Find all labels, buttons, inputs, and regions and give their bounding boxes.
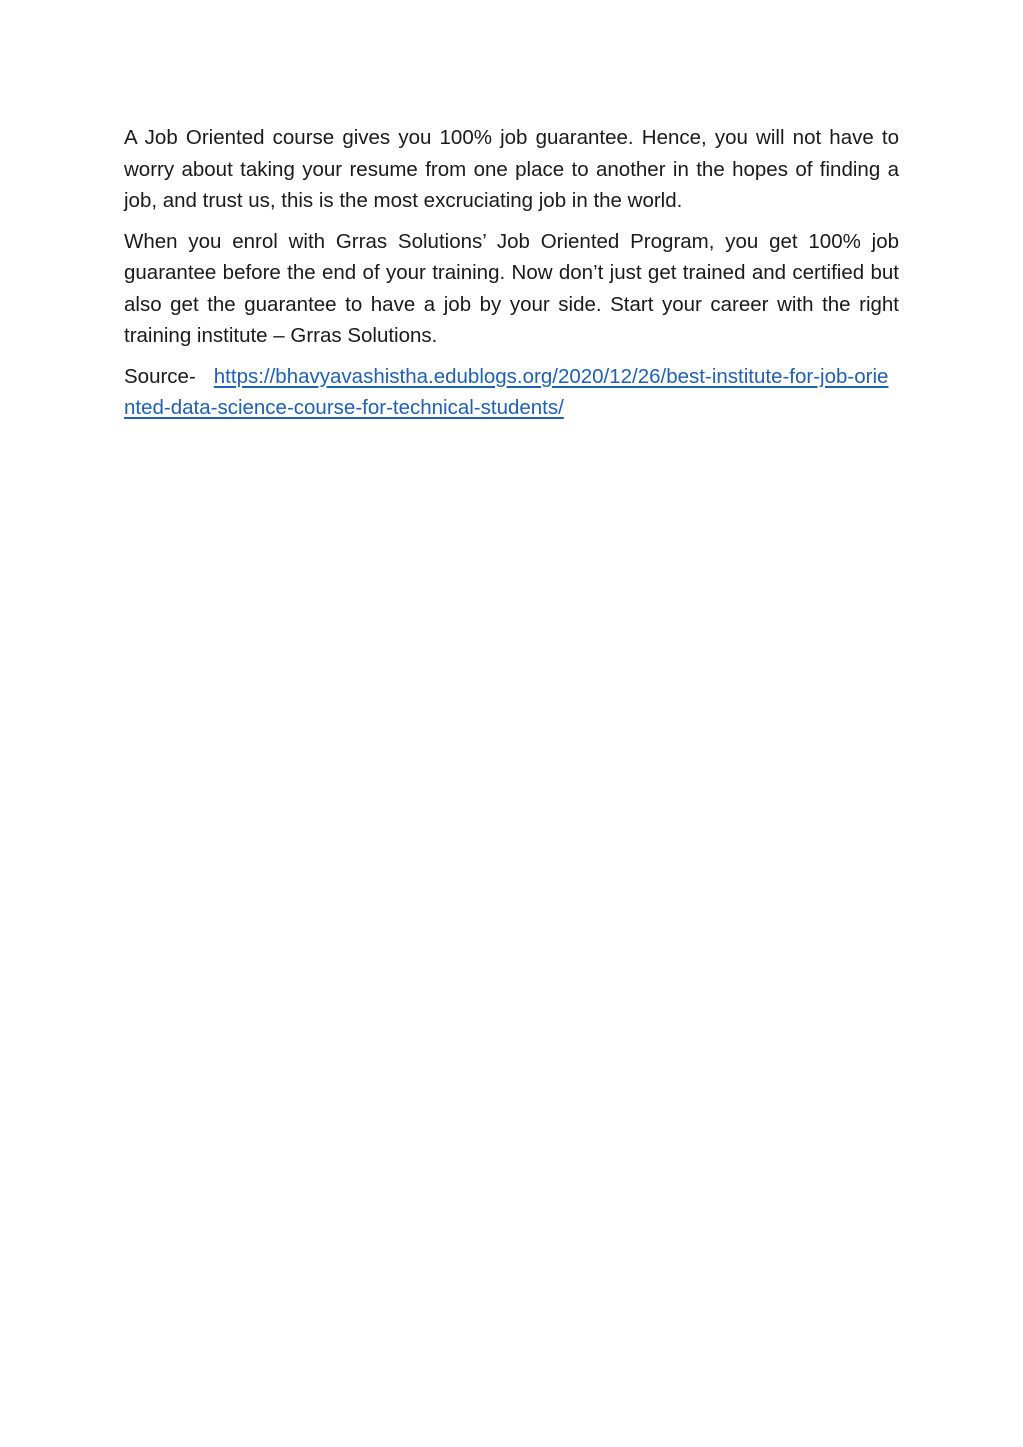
source-label: Source- (124, 364, 196, 388)
paragraph-grras-program: When you enrol with Grras Solutions’ Job Oriented Program, you get 100% job guarantee before the end of your training. Now don’t just get trained and certified but also get the guarantee to have a job by your side. Start your career with the right training institute – Grras Solutions. (124, 229, 899, 347)
source-link[interactable]: https://bhavyavashistha.edublogs.org/2020/12/26/best-institute-for-job-oriented-data-science-course-for-technical-students/ (124, 364, 889, 419)
source-line (124, 361, 899, 424)
paragraph-job-guarantee: A Job Oriented course gives you 100% job guarantee. Hence, you will not have to worry about taking your resume from one place to another in the hopes of finding a job, and trust us, this is the most excruciating job in the world. (124, 126, 899, 212)
document-body (124, 122, 899, 424)
